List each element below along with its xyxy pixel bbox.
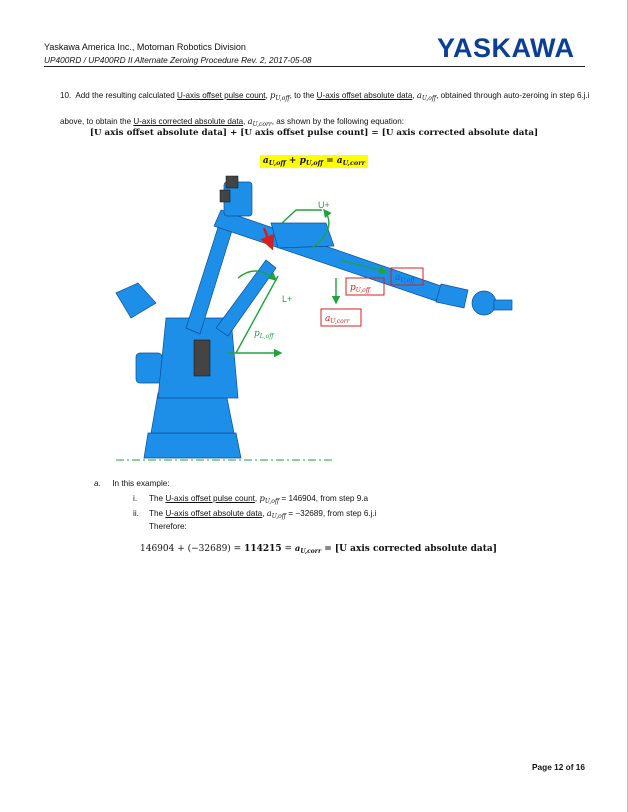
therefore-label: Therefore: xyxy=(149,522,187,531)
step-text: , xyxy=(412,91,417,100)
item-text: , xyxy=(262,509,267,518)
var-p: p xyxy=(270,90,276,100)
item-text: , xyxy=(254,494,260,503)
step-text: , xyxy=(243,117,248,126)
term-absolute-data: U-axis offset absolute data xyxy=(165,509,263,518)
result-op: = xyxy=(281,544,295,554)
label-p-uoff: p xyxy=(350,283,356,293)
var-sub: U,corr xyxy=(300,548,322,555)
example-item-ii xyxy=(133,508,377,520)
svg-text:aU,corr xyxy=(325,314,351,325)
label-sub: L,off xyxy=(259,333,274,340)
term-pulse-count: U-axis offset pulse count xyxy=(177,91,266,100)
var-sub: U,off xyxy=(271,513,287,520)
var-a: a xyxy=(247,116,253,126)
item-text: The xyxy=(149,494,166,503)
var-a: a xyxy=(294,543,301,553)
step-text: , obtained through auto-zeroing in step 6.j.i above, to obtain the xyxy=(60,91,590,126)
term-absolute-data: U-axis offset absolute data xyxy=(316,91,413,100)
label-sub: U,corr xyxy=(330,318,350,325)
yaskawa-logo: YASKAWA xyxy=(437,33,575,63)
item-text: , from step 9.a xyxy=(315,494,369,503)
svg-text:pL,off xyxy=(254,329,275,340)
term-corrected-data: U-axis corrected absolute data xyxy=(133,117,244,126)
var-a: a xyxy=(416,90,422,100)
result-rhs: = [U axis corrected absolute data] xyxy=(321,544,498,554)
step-text: , xyxy=(265,91,270,100)
var-p: p xyxy=(259,493,265,503)
header-document-title: UP400RD / UP400RD II Alternate Zeroing Procedure Rev. 2, 2017-05-08 xyxy=(44,55,312,65)
var-sub: U,corr xyxy=(252,121,272,128)
step-number: 10. xyxy=(60,91,72,100)
list-marker: i. xyxy=(133,494,138,503)
list-marker: a. xyxy=(94,479,101,488)
eq-var: a xyxy=(262,156,269,166)
equation-symbolic-row xyxy=(60,150,568,168)
var-sub: U,off xyxy=(421,95,437,102)
result-equation xyxy=(140,543,497,555)
eq-sub: U,off xyxy=(305,159,323,167)
label-p-loff: p xyxy=(254,329,260,339)
header-company: Yaskawa America Inc., Motoman Robotics Division xyxy=(44,42,246,52)
eq-var: a xyxy=(336,156,343,166)
term-pulse-count: U-axis offset pulse count xyxy=(165,494,255,503)
result-value: 114215 xyxy=(244,544,282,554)
eq-op: = xyxy=(322,156,337,166)
eq-sub: U,off xyxy=(268,159,286,167)
list-marker: ii. xyxy=(133,509,139,518)
var-a: a xyxy=(266,508,272,518)
step-text: , to the xyxy=(289,91,317,100)
item-text: The xyxy=(149,509,166,518)
result-lhs: 146904 + (−32689) = xyxy=(140,544,245,554)
item-text: , from step 6.j.i xyxy=(322,509,377,518)
label-u-plus: U+ xyxy=(318,200,330,210)
item-value: = −32689 xyxy=(286,509,323,518)
page-number: Page 12 of 16 xyxy=(532,762,586,772)
label-a-ucorr: a xyxy=(325,314,331,324)
step-text: , as shown by the following equation: xyxy=(271,117,405,126)
eq-var: p xyxy=(299,156,306,166)
robot-figure xyxy=(96,168,536,473)
label-a-uoff: a xyxy=(395,273,401,283)
var-sub: U,off xyxy=(275,95,290,102)
equation-symbolic xyxy=(260,155,368,168)
equation-words: [U axis offset absolute data] + [U axis offset pulse count] = [U axis corrected absolute data] xyxy=(89,128,539,138)
step-text: Add the resulting calculated xyxy=(75,91,178,100)
example-item-i xyxy=(133,493,368,505)
robot-body xyxy=(116,182,512,458)
label-l-plus: L+ xyxy=(282,294,293,304)
example-heading xyxy=(94,479,170,488)
svg-text:pU,off xyxy=(350,283,372,294)
header-rule xyxy=(44,66,585,67)
example-intro: In this example: xyxy=(112,479,170,488)
var-sub: U,off xyxy=(264,498,280,505)
label-sub: U,off xyxy=(400,277,415,284)
eq-sub: U,corr xyxy=(342,159,366,167)
eq-op: + xyxy=(285,156,300,166)
item-value: = 146904 xyxy=(279,494,316,503)
label-sub: U,off xyxy=(355,287,371,294)
